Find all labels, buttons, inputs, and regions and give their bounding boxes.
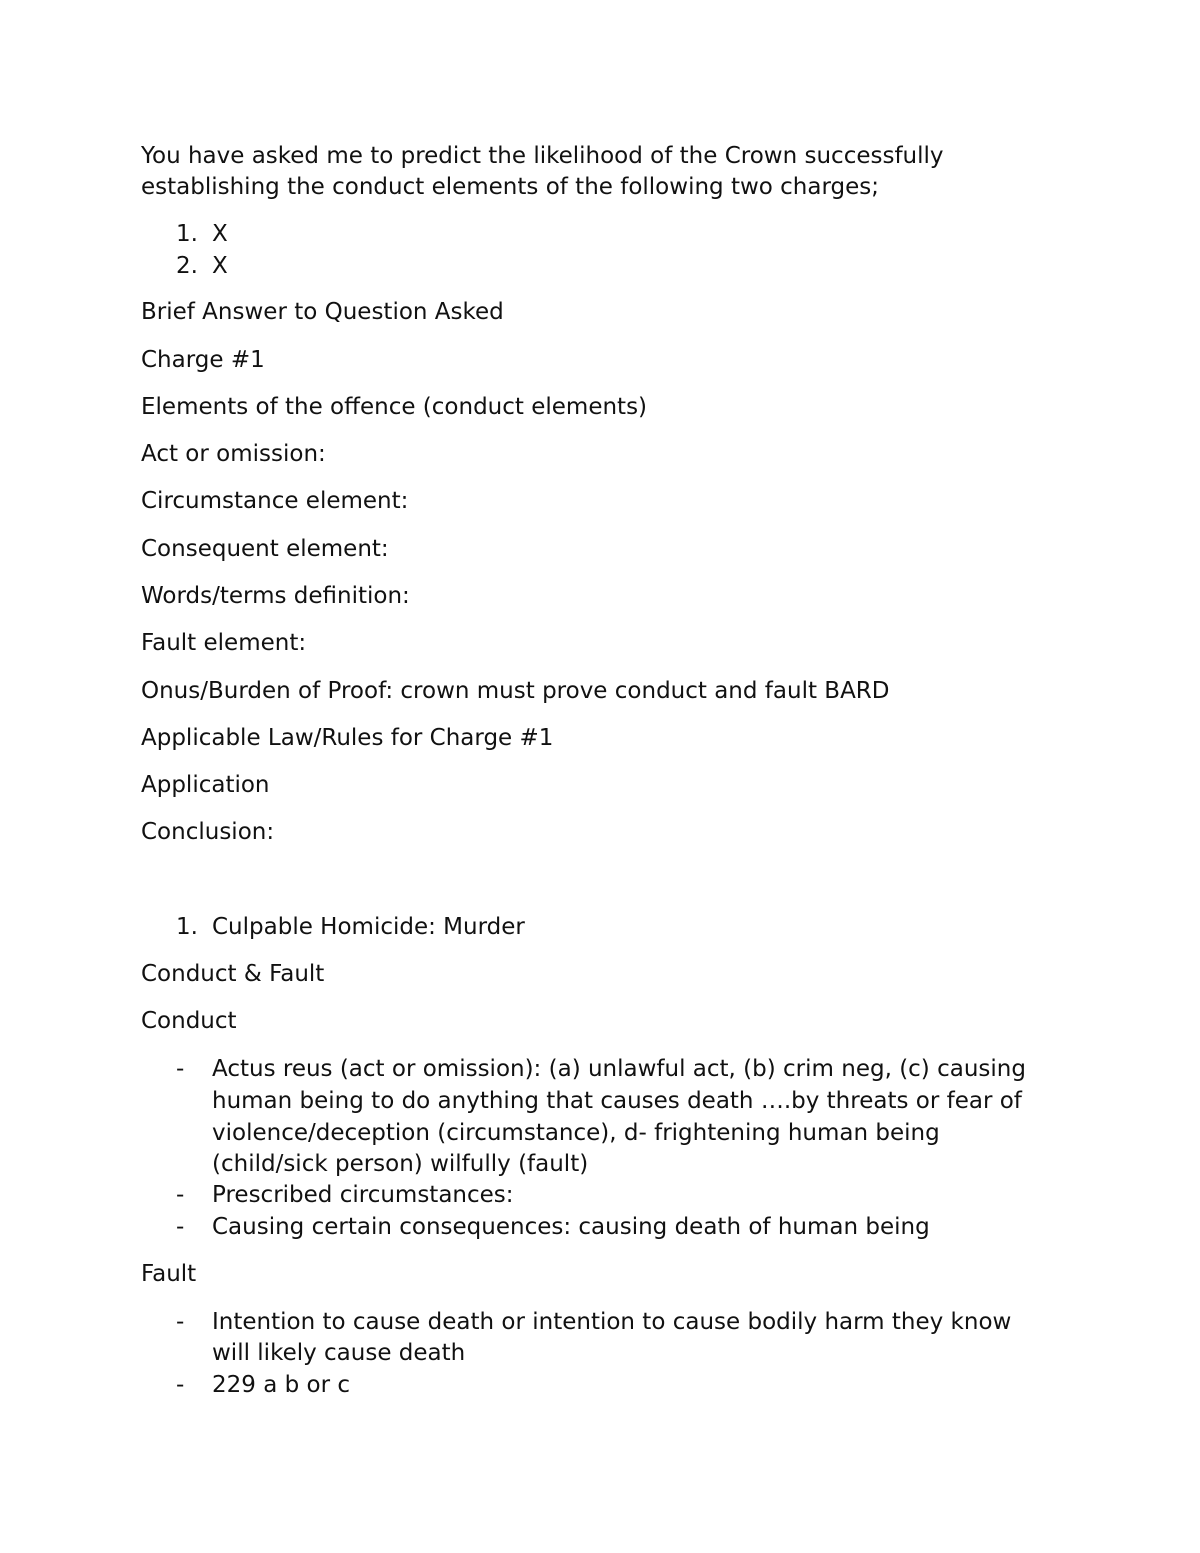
bullet-text: Actus reus (act or omission): (a) unlawful act, (b) crim neg, (c) causing [212, 1056, 1026, 1082]
heading-words-terms: Words/terms definition: [141, 583, 410, 609]
bullet-dash: - [176, 1372, 185, 1398]
bullet-dash: - [176, 1056, 185, 1082]
heading-fault-element: Fault element: [141, 630, 307, 656]
heading-onus: Onus/Burden of Proof: crown must prove conduct and fault BARD [141, 678, 890, 704]
bullet-text: Intention to cause death or intention to cause bodily harm they know [212, 1309, 1012, 1335]
heading-conclusion: Conclusion: [141, 819, 275, 845]
heading-elements: Elements of the offence (conduct elements) [141, 394, 648, 420]
list-item-text: X [212, 253, 228, 279]
heading-act-omission: Act or omission: [141, 441, 326, 467]
heading-applicable-law: Applicable Law/Rules for Charge #1 [141, 725, 554, 751]
heading-conduct: Conduct [141, 1008, 237, 1034]
bullet-text: violence/deception (circumstance), d- frightening human being [212, 1120, 940, 1146]
intro-line-1: You have asked me to predict the likelihood of the Crown successfully [141, 143, 944, 169]
heading-charge-1: Charge #1 [141, 347, 265, 373]
heading-conduct-fault: Conduct & Fault [141, 961, 325, 987]
list-number: 2. [176, 253, 198, 279]
list-item-text: X [212, 221, 228, 247]
homicide-heading: Culpable Homicide: Murder [212, 914, 525, 940]
bullet-text: Causing certain consequences: causing death of human being [212, 1214, 930, 1240]
list-number: 1. [176, 221, 198, 247]
list-number: 1. [176, 914, 198, 940]
bullet-text: 229 a b or c [212, 1372, 351, 1398]
heading-application: Application [141, 772, 270, 798]
bullet-text: will likely cause death [212, 1340, 466, 1366]
bullet-text: Prescribed circumstances: [212, 1182, 514, 1208]
bullet-text: (child/sick person) wilfully (fault) [212, 1151, 589, 1177]
bullet-text: human being to do anything that causes death ….by threats or fear of [212, 1088, 1022, 1114]
heading-circumstance: Circumstance element: [141, 488, 409, 514]
heading-brief-answer: Brief Answer to Question Asked [141, 299, 504, 325]
bullet-dash: - [176, 1309, 185, 1335]
bullet-dash: - [176, 1182, 185, 1208]
heading-consequent: Consequent element: [141, 536, 389, 562]
bullet-dash: - [176, 1214, 185, 1240]
intro-line-2: establishing the conduct elements of the following two charges; [141, 174, 880, 200]
heading-fault: Fault [141, 1261, 197, 1287]
